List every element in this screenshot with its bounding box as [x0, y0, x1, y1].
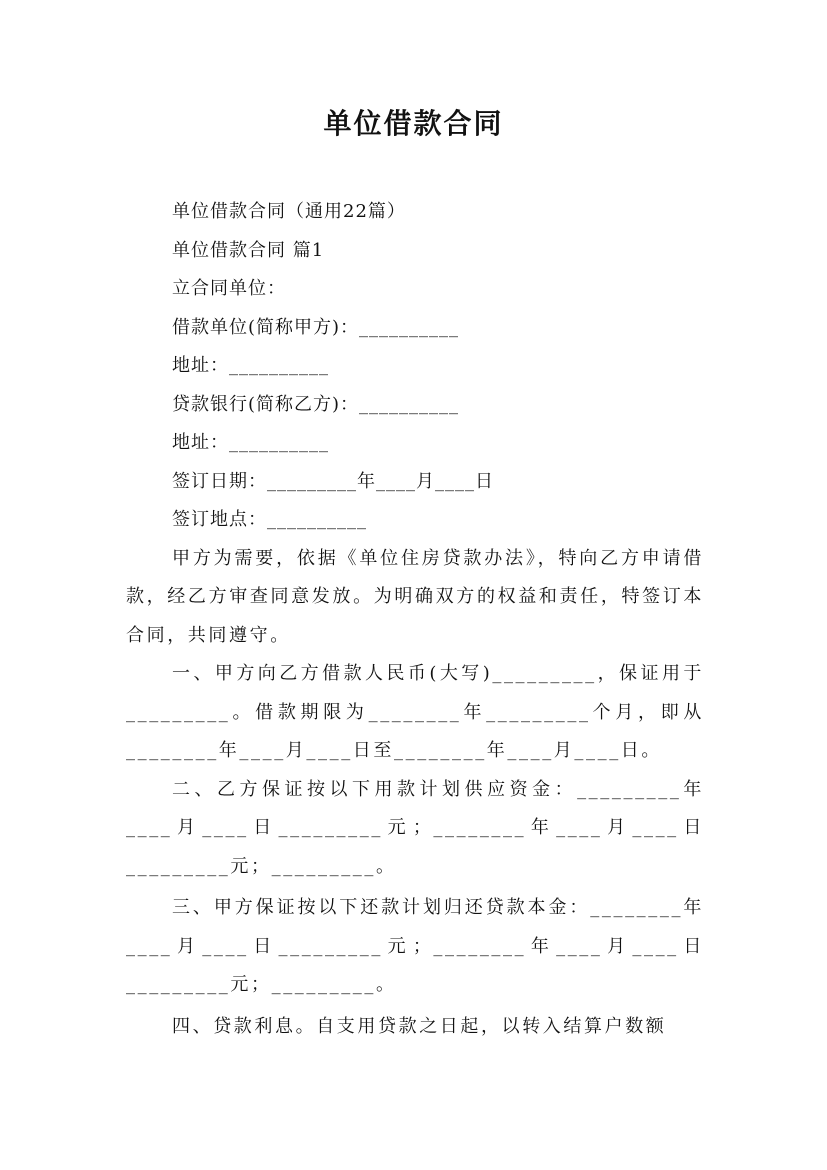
section-heading: 单位借款合同 篇1: [172, 239, 325, 261]
clause-4-paragraph: 四、贷款利息。自支用贷款之日起，以转入结算户数额: [172, 1015, 667, 1037]
borrower-address-field: 地址：__________: [172, 355, 329, 376]
document-title: 单位借款合同: [323, 107, 504, 140]
clause-1-paragraph: 一、甲方向乙方借款人民币(大写)_________，保证用于_________。借款期限为________年_________个月，即从________年____月____日至________年____月____日。: [126, 663, 704, 761]
clause-2-paragraph: 二、乙方保证按以下用款计划供应资金：_________年____月____日_________元；________年____月____日_________元；_________。: [126, 778, 704, 877]
document-body: [126, 193, 704, 1046]
signing-date-field: 签订日期：_________年____月____日: [172, 470, 494, 492]
clause-3-paragraph: 三、甲方保证按以下还款计划归还贷款本金：________年____月____日_________元；________年____月____日_________元；_________。: [126, 897, 704, 995]
subtitle-line: 单位借款合同（通用22篇）: [172, 201, 406, 222]
intro-paragraph: 甲方为需要，依据《单位住房贷款办法》，特向乙方申请借款，经乙方审查同意发放。为明确双方的权益和责任，特签订本合同，共同遵守。: [126, 547, 704, 646]
lender-address-field: 地址：__________: [172, 432, 329, 453]
borrower-field: 借款单位(简称甲方)：__________: [172, 316, 460, 338]
signing-place-field: 签订地点：__________: [172, 509, 367, 530]
lender-field: 贷款银行(简称乙方)：__________: [172, 393, 460, 415]
parties-label: 立合同单位：: [172, 278, 286, 299]
